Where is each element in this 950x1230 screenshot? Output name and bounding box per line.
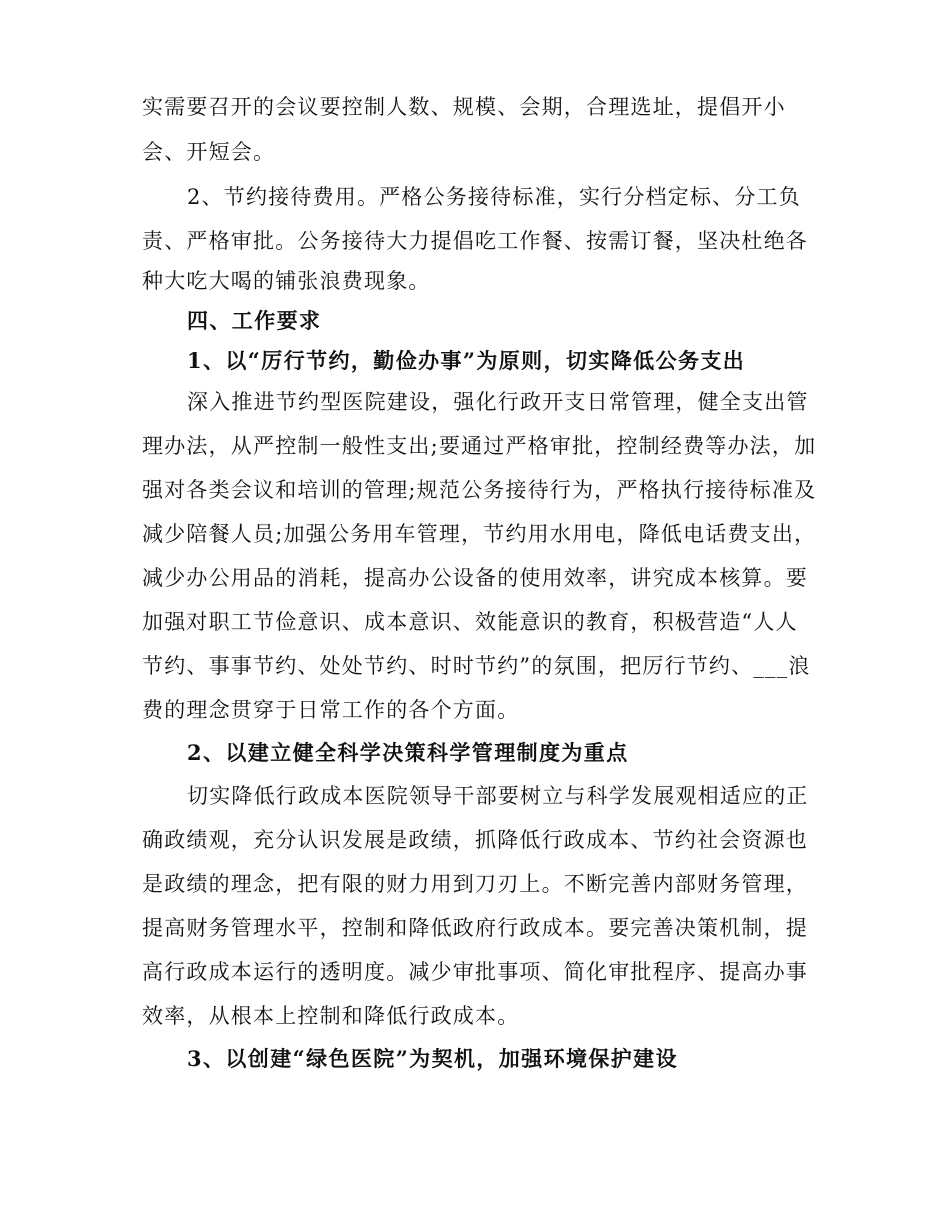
subheading-2: 2、以建立健全科学决策科学管理制度为重点 [187,740,629,765]
paragraph-line-13: 费的理念贯穿于日常工作的各个方面。 [142,698,520,722]
subheading-1: 1、以“厉行节约，勤俭办事”为原则，切实降低公务支出 [187,348,746,373]
subheading-3: 3、以创建“绿色医院”为契机，加强环境保护建设 [187,1046,678,1071]
paragraph-line-1: 实需要召开的会议要控制人数、规模、会期，合理选址，提倡开小 [142,95,786,119]
section-heading-4: 四、工作要求 [187,308,322,333]
paragraph-line-9: 减少陪餐人员;加强公务用车管理，节约用水用电，降低电话费支出， [142,522,817,546]
paragraph-line-6: 深入推进节约型医院建设，强化行政开支日常管理，健全支出管 [187,390,809,414]
paragraph-line-16: 是政绩的理念，把有限的财力用到刀刃上。不断完善内部财务管理， [142,872,808,896]
paragraph-line-4: 责、严格审批。公务接待大力提倡吃工作餐、按需订餐，坚决杜绝各 [142,229,808,253]
paragraph-line-8: 强对各类会议和培训的管理;规范公务接待行为，严格执行接待标准及 [142,478,817,502]
paragraph-line-14: 切实降低行政成本医院领导干部要树立与科学发展观相适应的正 [187,784,809,808]
paragraph-line-19: 效率，从根本上控制和降低行政成本。 [142,1004,520,1028]
paragraph-line-5: 种大吃大喝的铺张浪费现象。 [142,269,431,293]
paragraph-line-11: 加强对职工节俭意识、成本意识、效能意识的教育，积极营造“人人 [142,610,798,634]
paragraph-line-2: 会、开短会。 [142,140,276,164]
paragraph-line-7: 理办法，从严控制一般性支出;要通过严格审批，控制经费等办法，加 [142,434,817,458]
paragraph-line-18: 高行政成本运行的透明度。减少审批事项、简化审批程序、提高办事 [142,960,808,984]
paragraph-line-10: 减少办公用品的消耗，提高办公设备的使用效率，讲究成本核算。要 [142,566,808,590]
paragraph-line-15: 确政绩观，充分认识发展是政绩，抓降低行政成本、节约社会资源也 [142,828,808,852]
paragraph-line-3: 2、节约接待费用。严格公务接待标准，实行分档定标、分工负 [187,185,801,209]
paragraph-line-17: 提高财务管理水平，控制和降低政府行政成本。要完善决策机制，提 [142,916,808,940]
paragraph-line-12: 节约、事事节约、处处节约、时时节约”的氛围，把厉行节约、___浪 [142,654,811,678]
